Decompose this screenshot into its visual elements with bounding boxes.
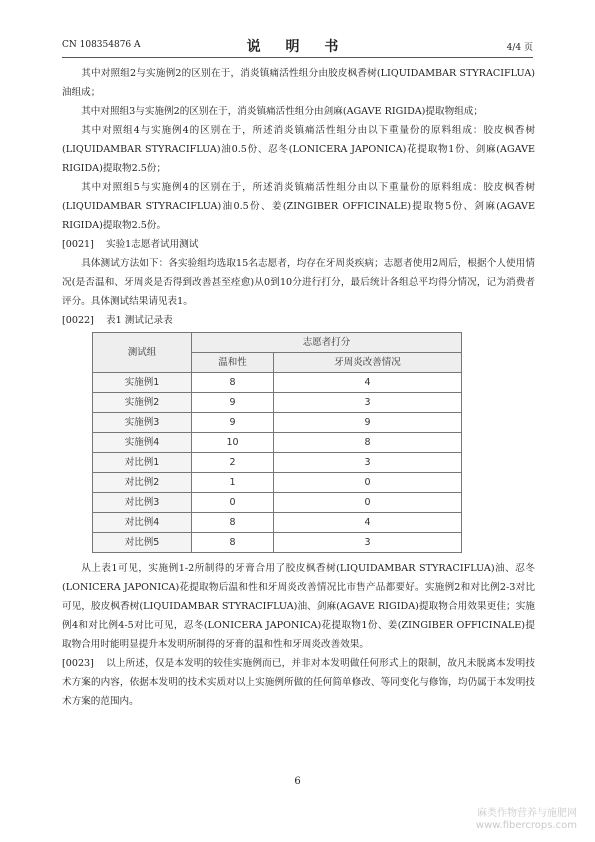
cell-mildness: 8 [191, 373, 273, 393]
table-row [93, 513, 462, 533]
cell-improvement: 3 [274, 393, 462, 413]
paragraph-number: [0023] [62, 658, 94, 669]
table-row [93, 373, 462, 393]
cell-improvement: 4 [274, 373, 462, 393]
cell-improvement: 9 [274, 413, 462, 433]
table-row [93, 413, 462, 433]
paragraph-results-analysis: 从上表1可见，实施例1-2所制得的牙膏合用了胶皮枫香树(LIQUIDAMBAR STYRACIFLUA)油、忍冬(LONICERA JAPONICA)花提取物后温和性和牙周炎改善情况比市售产品都要好。实施例2和对比例2-3对比可见，胶皮枫香树(LIQUIDAMBAR STYRACIFLUA)油、剑麻(AGAVE RIGIDA)提取物合用效果更佳；实施例4和对比例4-5对比可见，忍冬(LONICERA JAPONICA)花提取物1份、姜(ZINGIBER OFFICINALE)提取物合用时能明显提升本发明所制得的牙膏的温和性和牙周炎改善效果。 [62, 563, 535, 650]
header-group: 测试组 [93, 333, 192, 373]
cell-group: 对比例1 [93, 453, 192, 473]
page-header [62, 36, 533, 54]
section-0022-heading [62, 311, 535, 330]
table-row [93, 493, 462, 513]
cell-mildness: 2 [191, 453, 273, 473]
results-table [92, 332, 462, 553]
paragraph-control-4: 其中对照组4与实施例4的区别在于，所述消炎镇痛活性组分由以下重量份的原料组成：胶皮枫香树(LIQUIDAMBAR STYRACIFLUA)油0.5份、忍冬(LONICERA JAPONICA)花提取物1份、剑麻(AGAVE RIGIDA)提取物2.5份； [62, 125, 535, 174]
cell-mildness: 0 [191, 493, 273, 513]
cell-group: 对比例2 [93, 473, 192, 493]
table-row [93, 453, 462, 473]
header-improvement: 牙周炎改善情况 [274, 353, 462, 373]
watermark-url: www.fibercrops.com [475, 820, 577, 831]
table-row [93, 433, 462, 453]
document-body [62, 64, 535, 711]
watermark-title: 麻类作物营养与施肥网 [477, 808, 577, 819]
cell-improvement: 4 [274, 513, 462, 533]
cell-group: 实施例4 [93, 433, 192, 453]
page-number: 6 [294, 776, 301, 787]
paragraph-control-5: 其中对照组5与实施例4的区别在于，所述消炎镇痛活性组分由以下重量份的原料组成：胶皮枫香树(LIQUIDAMBAR STYRACIFLUA)油0.5份、姜(ZINGIBER OFFICINALE)提取物5份、剑麻(AGAVE RIGIDA)提取物2.5份。 [62, 182, 535, 231]
table-row [93, 393, 462, 413]
cell-group: 实施例2 [93, 393, 192, 413]
table-caption: 表1 测试记录表 [106, 315, 173, 326]
patent-number: CN 108354876 A [62, 40, 141, 50]
cell-improvement: 0 [274, 473, 462, 493]
header-divider [62, 57, 533, 58]
cell-improvement: 0 [274, 493, 462, 513]
paragraph-number: [0021] [62, 239, 94, 250]
cell-mildness: 10 [191, 433, 273, 453]
cell-improvement: 8 [274, 433, 462, 453]
header-mildness: 温和性 [191, 353, 273, 373]
cell-group: 对比例4 [93, 513, 192, 533]
page-indicator: 4/4 页 [506, 43, 533, 53]
cell-group: 对比例3 [93, 493, 192, 513]
table-row [93, 533, 462, 553]
document-title: 说 明 书 [246, 39, 349, 55]
cell-mildness: 9 [191, 393, 273, 413]
cell-group: 实施例1 [93, 373, 192, 393]
cell-mildness: 1 [191, 473, 273, 493]
results-table-wrapper [92, 332, 462, 553]
section-0023 [62, 654, 535, 711]
cell-group: 对比例5 [93, 533, 192, 553]
cell-group: 实施例3 [93, 413, 192, 433]
paragraph-conclusion-first: 以上所述，仅是本发明的较佳实施例而已，并非对本发明做任何形式上的限制，故凡未脱离本发明技术方案的内容，依据本发明的技术实质对以上实施例所做的任何简单修改、等同变化与修饰，均仍属于本发明技术方案的范围内。 [62, 658, 535, 707]
table-row [93, 473, 462, 493]
section-0021-heading [62, 235, 535, 254]
cell-improvement: 3 [274, 533, 462, 553]
header-volunteer-score: 志愿者打分 [191, 333, 461, 353]
paragraph-control-2: 其中对照组2与实施例2的区别在于，消炎镇痛活性组分由胶皮枫香树(LIQUIDAMBAR STYRACIFLUA)油组成； [62, 68, 535, 98]
watermark [476, 808, 577, 832]
paragraph-control-3: 其中对照组3与实施例2的区别在于，消炎镇痛活性组分由剑麻(AGAVE RIGIDA)提取物组成； [81, 106, 483, 117]
cell-mildness: 8 [191, 533, 273, 553]
paragraph-number: [0022] [62, 315, 94, 326]
cell-improvement: 3 [274, 453, 462, 473]
cell-mildness: 9 [191, 413, 273, 433]
paragraph-test-method: 具体测试方法如下：各实验组均选取15名志愿者，均存在牙周炎疾病；志愿者使用2周后，根据个人使用情况(是否温和、牙周炎是否得到改善甚至痊愈)从0到10分进行打分，最后统计各组总平均得分情况，记为消费者评分。具体测试结果请见表1。 [62, 258, 535, 307]
cell-mildness: 8 [191, 513, 273, 533]
section-title: 实验1志愿者试用测试 [106, 239, 199, 250]
